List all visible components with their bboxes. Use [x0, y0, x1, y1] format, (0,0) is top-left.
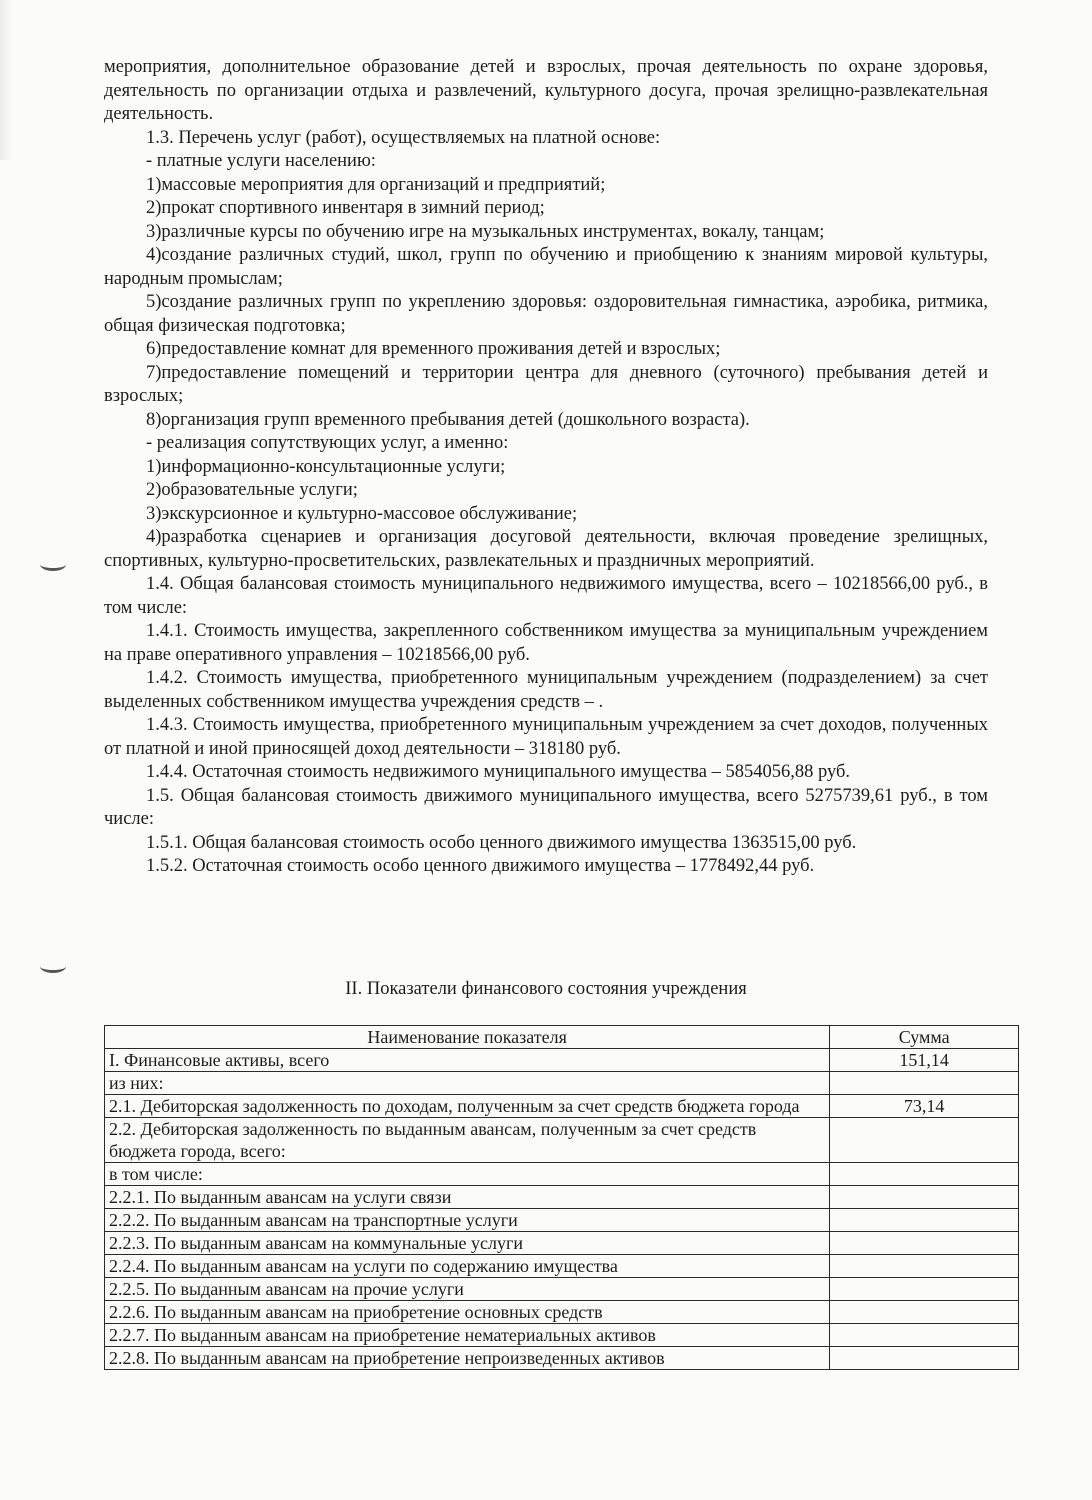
row-sum — [830, 1209, 1019, 1232]
table-row — [105, 1163, 1019, 1186]
financial-indicators-table — [104, 1025, 1019, 1370]
body-text — [104, 56, 988, 879]
paragraph: 5)создание различных групп по укреплению здоровья: оздоровительная гимнастика, аэробика, ритмика, общая физическая подготовка; — [104, 292, 988, 336]
paragraph: 4)разработка сценариев и организация досуговой деятельности, включая проведение зрелищных, спортивных, культурно-просветительских, развлекательных и праздничных мероприятий. — [104, 527, 988, 571]
table-row — [105, 1255, 1019, 1278]
table-row — [105, 1072, 1019, 1095]
column-header-sum: Сумма — [830, 1026, 1019, 1049]
punch-hole-mark — [40, 558, 66, 571]
row-name: 2.2.4. По выданным авансам на услуги по содержанию имущества — [105, 1255, 830, 1278]
paragraph: мероприятия, дополнительное образование детей и взрослых, прочая деятельность по охране здоровья, деятельность по организации отдыха и развлечений, культурного досуга, прочая зрелищно-развлекательная деятельность. — [104, 57, 988, 124]
row-name: 2.2.1. По выданным авансам на услуги связи — [105, 1186, 830, 1209]
paragraph: 1)массовые мероприятия для организаций и предприятий; — [146, 174, 606, 195]
paragraph: 1.4. Общая балансовая стоимость муниципального недвижимого имущества, всего – 10218566,00 руб., в том числе: — [104, 574, 988, 618]
table-row — [105, 1324, 1019, 1347]
table-row — [105, 1118, 1019, 1163]
paragraph: 4)создание различных студий, школ, групп по обучению и приобщению к знаниям мировой культуры, народным промыслам; — [104, 245, 988, 289]
table-row — [105, 1186, 1019, 1209]
row-sum — [830, 1301, 1019, 1324]
paragraph: 3)экскурсионное и культурно-массовое обслуживание; — [146, 503, 578, 524]
row-name: 2.2.7. По выданным авансам на приобретение нематериальных активов — [105, 1324, 830, 1347]
row-name: 2.1. Дебиторская задолженность по доходам, полученным за счет средств бюджета города — [105, 1095, 830, 1118]
paragraph: 7)предоставление помещений и территории центра для дневного (суточного) пребывания детей и взрослых; — [104, 362, 988, 406]
paragraph: 1.3. Перечень услуг (работ), осуществляемых на платной основе: — [146, 127, 661, 148]
paragraph: 1.4.2. Стоимость имущества, приобретенного муниципальным учреждением (подразделением) за счет выделенных собственником имущества учреждения средств – . — [104, 668, 988, 712]
row-name: 2.2.5. По выданным авансам на прочие услуги — [105, 1278, 830, 1301]
paragraph: 1.4.4. Остаточная стоимость недвижимого муниципального имущества – 5854056,88 руб. — [146, 762, 851, 782]
row-sum: 151,14 — [830, 1049, 1019, 1072]
paragraph: 2)образовательные услуги; — [146, 480, 358, 500]
table-row — [105, 1095, 1019, 1118]
row-sum — [830, 1278, 1019, 1301]
paragraph: 3)различные курсы по обучению игре на музыкальных инструментах, вокалу, танцам; — [146, 221, 825, 242]
scan-edge-shadow — [0, 0, 14, 160]
table-row — [105, 1209, 1019, 1232]
row-name: 2.2.2. По выданным авансам на транспортные услуги — [105, 1209, 830, 1232]
row-name: 2.2.3. По выданным авансам на коммунальные услуги — [105, 1232, 830, 1255]
table-row — [105, 1301, 1019, 1324]
paragraph: 1.5. Общая балансовая стоимость движимого муниципального имущества, всего 5275739,61 руб., в том числе: — [104, 785, 988, 829]
row-sum — [830, 1324, 1019, 1347]
paragraph: 8)организация групп временного пребывания детей (дошкольного возраста). — [146, 409, 750, 430]
table-row — [105, 1232, 1019, 1255]
paragraph: 1.5.1. Общая балансовая стоимость особо ценного движимого имущества 1363515,00 руб. — [146, 832, 857, 853]
row-name: I. Финансовые активы, всего — [105, 1049, 830, 1072]
row-name: 2.2.8. По выданным авансам на приобретение непроизведенных активов — [105, 1347, 830, 1370]
row-name: в том числе: — [105, 1163, 830, 1186]
row-sum — [830, 1232, 1019, 1255]
row-sum — [830, 1072, 1019, 1095]
row-name: 2.2.6. По выданным авансам на приобретение основных средств — [105, 1301, 830, 1324]
section-title: II. Показатели финансового состояния учреждения — [345, 979, 747, 999]
row-sum: 73,14 — [830, 1095, 1019, 1118]
paragraph: - платные услуги населению: — [146, 151, 376, 171]
table-row — [105, 1347, 1019, 1370]
table-row — [105, 1049, 1019, 1072]
row-sum — [830, 1186, 1019, 1209]
row-name: из них: — [105, 1072, 830, 1095]
punch-hole-mark — [40, 960, 66, 973]
column-header-name: Наименование показателя — [105, 1026, 830, 1049]
paragraph: 6)предоставление комнат для временного проживания детей и взрослых; — [146, 339, 721, 359]
paragraph: 1.4.1. Стоимость имущества, закрепленного собственником имущества за муниципальным учреждением на праве оперативного управления – 10218566,00 руб. — [104, 621, 988, 665]
paragraph: 2)прокат спортивного инвентаря в зимний период; — [146, 198, 545, 218]
row-sum — [830, 1118, 1019, 1163]
row-sum — [830, 1255, 1019, 1278]
table-header-row — [105, 1026, 1019, 1049]
row-sum — [830, 1347, 1019, 1370]
row-sum — [830, 1163, 1019, 1186]
table-row — [105, 1278, 1019, 1301]
paragraph: 1.4.3. Стоимость имущества, приобретенного муниципальным учреждением за счет доходов, полученных от платной и иной приносящей доход деятельности – 318180 руб. — [104, 715, 988, 759]
paragraph: 1)информационно-консультационные услуги; — [146, 456, 506, 477]
row-name: 2.2. Дебиторская задолженность по выданным авансам, полученным за счет средств бюджета города, всего: — [105, 1118, 830, 1163]
paragraph: 1.5.2. Остаточная стоимость особо ценного движимого имущества – 1778492,44 руб. — [146, 856, 815, 876]
paragraph: - реализация сопутствующих услуг, а именно: — [146, 433, 509, 453]
